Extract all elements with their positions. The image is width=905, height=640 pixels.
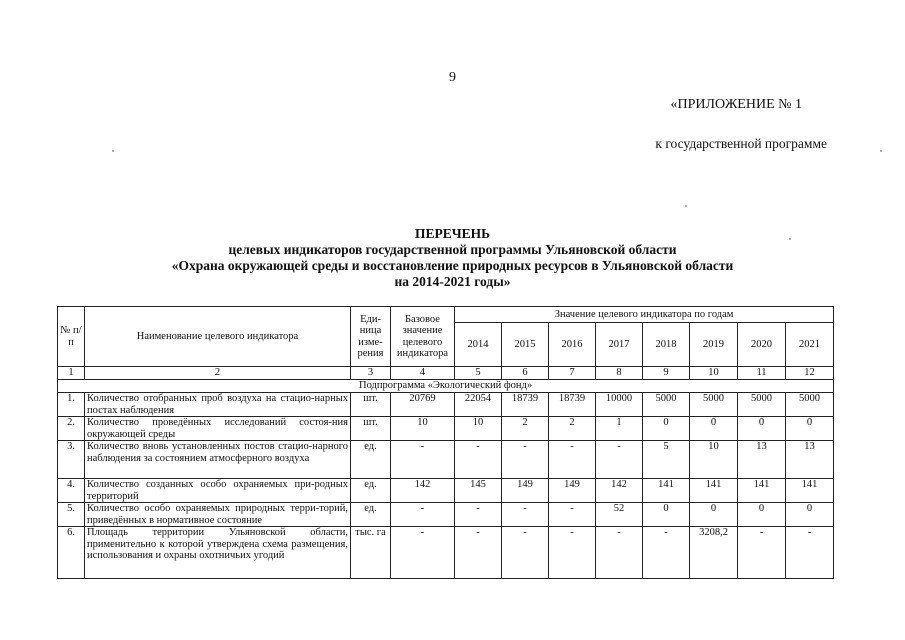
scan-speck [880, 150, 882, 152]
indicator-value: 22054 [455, 393, 502, 417]
indicator-value: - [596, 441, 643, 479]
indicator-base: - [391, 527, 455, 579]
header-year: 2018 [643, 323, 690, 367]
indicator-value: 2 [502, 417, 549, 441]
indicator-value: - [455, 503, 502, 527]
indicator-value: - [502, 527, 549, 579]
indicator-value: 141 [786, 479, 834, 503]
column-number: 1 [58, 367, 85, 380]
indicator-unit: ед. [351, 441, 391, 479]
indicator-value: 0 [738, 503, 786, 527]
indicator-value: 145 [455, 479, 502, 503]
row-num: 3. [58, 441, 85, 479]
indicator-value: 10 [690, 441, 738, 479]
column-number: 5 [455, 367, 502, 380]
indicator-value: 52 [596, 503, 643, 527]
row-num: 1. [58, 393, 85, 417]
indicator-value: 0 [690, 503, 738, 527]
scan-speck [685, 205, 687, 207]
column-number: 3 [351, 367, 391, 380]
indicator-value: 1 [596, 417, 643, 441]
table-body [58, 367, 834, 579]
indicator-base: - [391, 503, 455, 527]
table-row [58, 527, 834, 579]
indicator-base: 20769 [391, 393, 455, 417]
indicator-value: 0 [643, 417, 690, 441]
heading-line-4: на 2014-2021 годы» [394, 274, 511, 289]
heading-line-2: целевых индикаторов государственной программы Ульяновской области [228, 242, 677, 257]
row-num: 2. [58, 417, 85, 441]
header-year: 2021 [786, 323, 834, 367]
indicator-value: - [455, 441, 502, 479]
header-year: 2016 [549, 323, 596, 367]
indicator-value: 10000 [596, 393, 643, 417]
indicator-value: 3208,2 [690, 527, 738, 579]
indicator-value: - [502, 441, 549, 479]
indicator-unit: ед. [351, 479, 391, 503]
page-number: 9 [449, 70, 456, 85]
indicator-value: - [549, 503, 596, 527]
document-heading [0, 226, 905, 290]
indicator-value: 149 [549, 479, 596, 503]
indicator-unit: шт. [351, 417, 391, 441]
indicator-value: 2 [549, 417, 596, 441]
indicator-value: 18739 [502, 393, 549, 417]
indicator-value: 5000 [690, 393, 738, 417]
indicator-value: 0 [786, 503, 834, 527]
indicator-unit: ед. [351, 503, 391, 527]
table-row [58, 441, 834, 479]
row-num: 5. [58, 503, 85, 527]
appendix-title: «ПРИЛОЖЕНИЕ № 1 [670, 97, 802, 112]
indicator-name: Количество вновь установленных постов стацио-нарного наблюдения за состоянием атмосферного воздуха [85, 441, 351, 479]
indicator-name: Количество созданных особо охраняемых при-родных территорий [85, 479, 351, 503]
column-number: 10 [690, 367, 738, 380]
indicator-value: - [549, 527, 596, 579]
indicator-value: - [738, 527, 786, 579]
table-row [58, 393, 834, 417]
subprogram-title: Подпрограмма «Экологический фонд» [58, 380, 834, 393]
indicator-value: 5 [643, 441, 690, 479]
column-number: 12 [786, 367, 834, 380]
indicator-name: Количество отобранных проб воздуха на стацио-нарных постах наблюдения [85, 393, 351, 417]
indicator-value: 10 [455, 417, 502, 441]
indicator-value: - [455, 527, 502, 579]
indicator-name: Площадь территории Ульяновской области, применительно к которой утверждена схема размещения, использования и охраны охотничьих угодий [85, 527, 351, 579]
indicator-unit: шт. [351, 393, 391, 417]
column-number: 2 [85, 367, 351, 380]
column-number: 4 [391, 367, 455, 380]
column-number: 8 [596, 367, 643, 380]
header-year: 2017 [596, 323, 643, 367]
subprogram-row [58, 380, 834, 393]
header-year: 2014 [455, 323, 502, 367]
indicator-value: 0 [738, 417, 786, 441]
header-name: Наименование целевого индикатора [85, 307, 351, 367]
indicator-value: - [786, 527, 834, 579]
indicator-unit: тыс. га [351, 527, 391, 579]
header-year: 2020 [738, 323, 786, 367]
indicator-value: - [502, 503, 549, 527]
indicator-value: 5000 [643, 393, 690, 417]
indicator-value: - [643, 527, 690, 579]
heading-line-3: «Охрана окружающей среды и восстановление природных ресурсов в Ульяновской области [171, 258, 734, 273]
table-row [58, 417, 834, 441]
indicator-value: 5000 [786, 393, 834, 417]
indicator-value: 0 [786, 417, 834, 441]
indicator-value: 18739 [549, 393, 596, 417]
header-year: 2019 [690, 323, 738, 367]
indicator-name: Количество особо охраняемых природных терри-торий, приведённых в нормативное состояние [85, 503, 351, 527]
indicator-value: - [549, 441, 596, 479]
row-num: 4. [58, 479, 85, 503]
indicator-name: Количество проведённых исследований состоя-ния окружающей среды [85, 417, 351, 441]
indicator-value: 149 [502, 479, 549, 503]
column-number: 6 [502, 367, 549, 380]
indicator-value: 5000 [738, 393, 786, 417]
indicator-value: 13 [786, 441, 834, 479]
scan-speck [112, 150, 114, 152]
indicator-value: 142 [596, 479, 643, 503]
header-num: № п/п [58, 307, 85, 367]
indicator-base: 10 [391, 417, 455, 441]
indicator-value: 0 [643, 503, 690, 527]
header-base: Базовое значение целевого индикатора [391, 307, 455, 367]
scan-speck [789, 238, 791, 240]
header-years-group: Значение целевого индикатора по годам [455, 307, 834, 323]
indicator-value: 141 [738, 479, 786, 503]
row-num: 6. [58, 527, 85, 579]
column-number: 11 [738, 367, 786, 380]
header-unit: Еди-ница изме-рения [351, 307, 391, 367]
header-year: 2015 [502, 323, 549, 367]
table-row [58, 503, 834, 527]
indicator-value: - [596, 527, 643, 579]
indicator-value: 0 [690, 417, 738, 441]
indicator-value: 141 [690, 479, 738, 503]
indicator-value: 141 [643, 479, 690, 503]
appendix-subtitle: к государственной программе [655, 136, 827, 151]
indicator-base: - [391, 441, 455, 479]
indicator-value: 13 [738, 441, 786, 479]
column-number-row [58, 367, 834, 380]
column-number: 9 [643, 367, 690, 380]
table-row [58, 479, 834, 503]
indicator-base: 142 [391, 479, 455, 503]
indicators-table [57, 306, 834, 579]
column-number: 7 [549, 367, 596, 380]
heading-line-1: ПЕРЕЧЕНЬ [414, 226, 491, 241]
